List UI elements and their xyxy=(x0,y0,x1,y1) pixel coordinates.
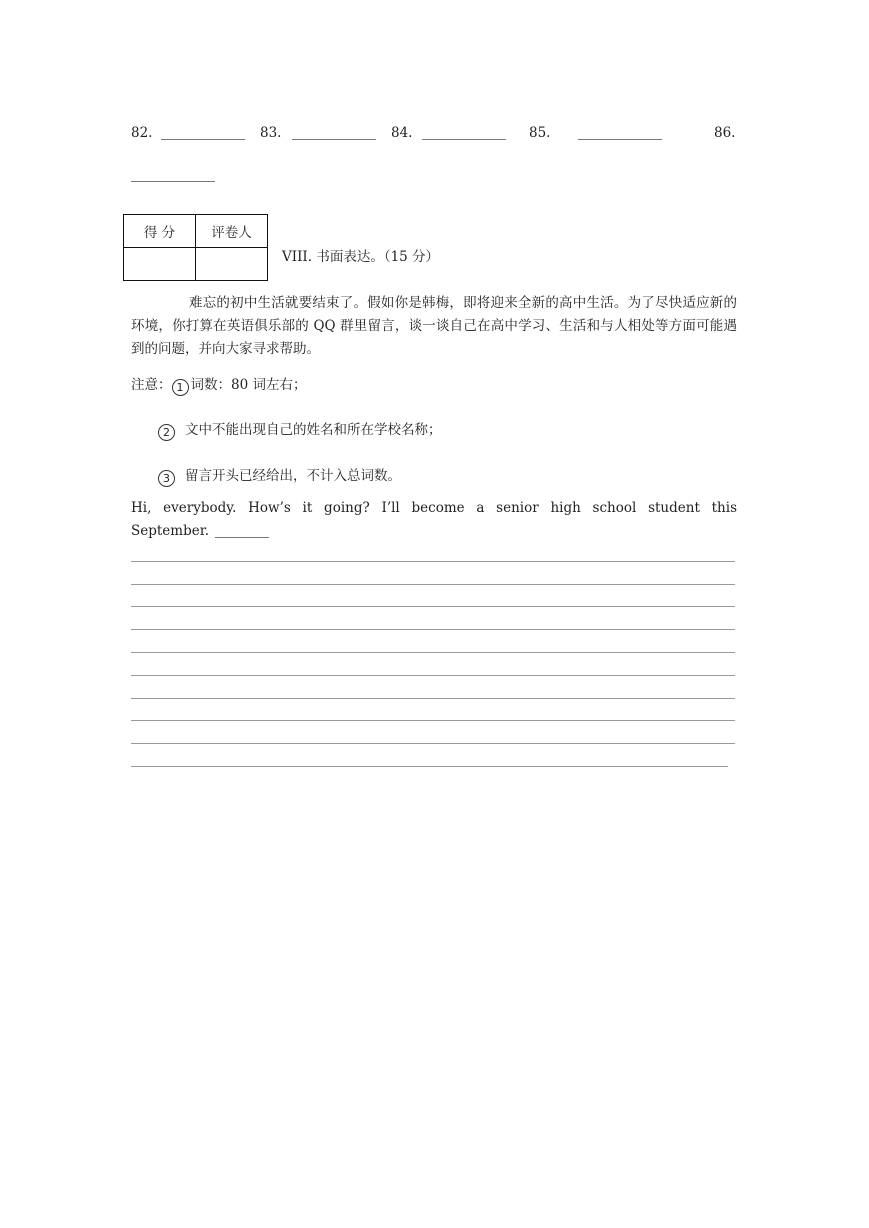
writing-line[interactable] xyxy=(131,720,735,721)
circled-number-1-icon: 1 xyxy=(172,379,189,396)
note-text-1: 词数：80 词左右； xyxy=(190,377,307,393)
writing-prompt xyxy=(131,292,737,361)
score-cell[interactable] xyxy=(124,248,196,281)
writing-line[interactable] xyxy=(131,675,735,676)
score-header: 得 分 xyxy=(124,215,196,248)
writing-line[interactable] xyxy=(131,561,735,562)
answer-83-blank[interactable] xyxy=(292,139,376,140)
score-table xyxy=(123,214,268,281)
notes-label: 注意： xyxy=(131,377,172,393)
circled-number-3-icon: 3 xyxy=(158,470,175,487)
section-title: VIII. 书面表达。（15 分） xyxy=(282,249,440,265)
answer-83-label: 83. xyxy=(260,125,282,141)
opening-line-1 xyxy=(131,500,737,516)
answer-82-label: 82. xyxy=(131,125,153,141)
writing-line[interactable] xyxy=(131,652,735,653)
circled-number-2-icon: 2 xyxy=(158,424,175,441)
answer-85-blank[interactable] xyxy=(578,139,662,140)
opening-blank[interactable] xyxy=(215,537,269,538)
writing-line[interactable] xyxy=(131,584,735,585)
answer-84-blank[interactable] xyxy=(422,139,506,140)
writing-line[interactable] xyxy=(131,766,728,767)
opening-line-2: September. xyxy=(131,523,209,539)
note-item-3 xyxy=(158,464,401,487)
writing-line[interactable] xyxy=(131,606,735,607)
writing-line[interactable] xyxy=(131,629,735,630)
answer-86-label: 86. xyxy=(714,125,736,141)
opening-line-1-text: Hi, everybody. How’s it going? I’ll become a senior high school student this xyxy=(131,500,737,516)
answer-82-blank[interactable] xyxy=(161,139,245,140)
grader-cell[interactable] xyxy=(196,248,268,281)
answer-86-blank[interactable] xyxy=(131,181,215,182)
writing-prompt-text: 难忘的初中生活就要结束了。假如你是韩梅，即将迎来全新的高中生活。为了尽快适应新的环境，你打算在英语俱乐部的 QQ 群里留言，谈一谈自己在高中学习、生活和与人相处等方面可能遇到的问题，并向大家寻求帮助。 xyxy=(131,295,737,357)
answer-85-label: 85. xyxy=(529,125,551,141)
grader-header: 评卷人 xyxy=(196,215,268,248)
writing-line[interactable] xyxy=(131,698,735,699)
writing-line[interactable] xyxy=(131,743,735,744)
note-item-2 xyxy=(158,418,442,441)
answer-84-label: 84. xyxy=(391,125,413,141)
note-text-3: 留言开头已经给出，不计入总词数。 xyxy=(185,468,401,484)
note-text-2: 文中不能出现自己的姓名和所在学校名称； xyxy=(185,422,442,438)
note-item-1 xyxy=(131,373,306,396)
